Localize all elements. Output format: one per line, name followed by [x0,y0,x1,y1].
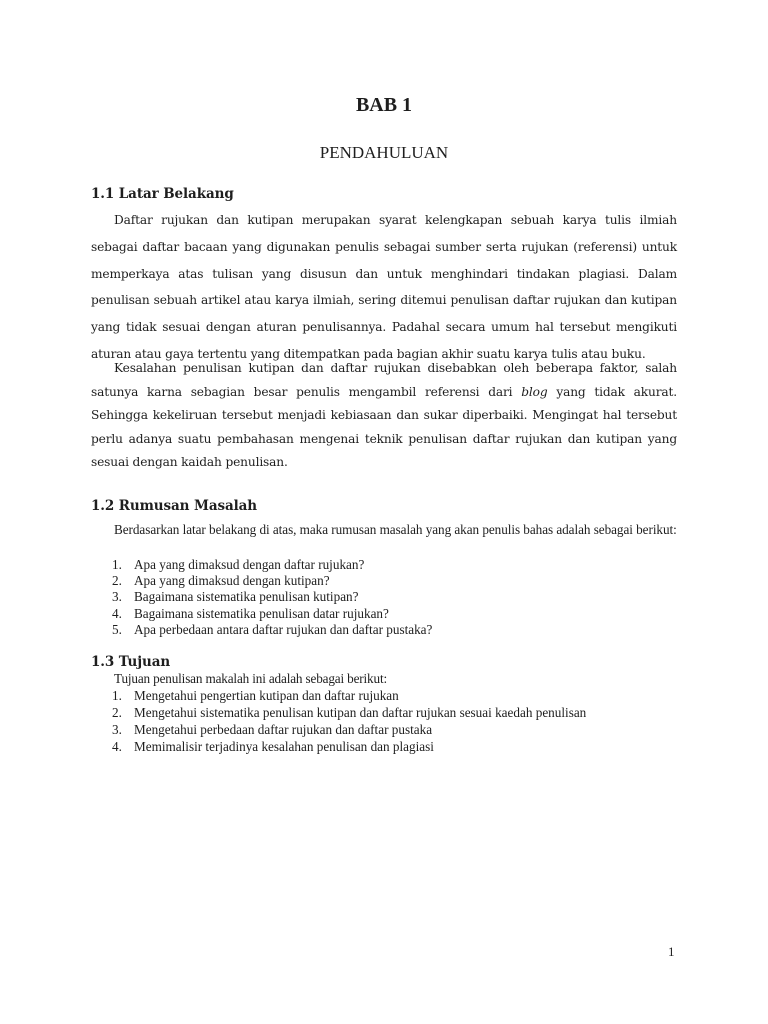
paragraph-text-part: Kesalahan penulisan kutipan dan daftar rujukan disebabkan oleh beberapa faktor, salah satunya karna sebagian besar penulis mengambil referensi dari [91,361,677,399]
list-item [112,704,586,721]
list-item [112,557,432,573]
list-number: 1. [112,557,122,572]
paragraph-tujuan-intro: Tujuan penulisan makalah ini adalah sebagai berikut: [114,671,387,686]
list-text: Apa perbedaan antara daftar rujukan dan daftar pustaka? [134,621,433,637]
list-item [112,687,586,704]
list-text: Apa yang dimaksud dengan kutipan? [134,573,330,589]
list-number: 4. [112,605,122,621]
rumusan-masalah-list [112,557,432,638]
paragraph-latar-belakang-1: Daftar rujukan dan kutipan merupakan syarat kelengkapan sebuah karya tulis ilmiah sebagai daftar bacaan yang digunakan penulis sebagai sumber serta rujukan (referensi) untuk memperkaya atas tulisan yang disusun dan untuk menghindari tindakan plagiasi. Dalam penulisan sebuah artikel atau karya ilmiah, sering ditemui penulisan daftar rujukan dan kutipan yang tidak sesuai dengan aturan penulisannya. Padahal secara umum hal tersebut mengikuti aturan atau gaya tertentu yang ditempatkan pada bagian akhir suatu karya tulis atau buku. [91,213,677,361]
paragraph-rumusan-intro: Berdasarkan latar belakang di atas, maka rumusan masalah yang akan penulis bahas adalah sebagai berikut: [114,522,677,537]
list-number: 4. [112,739,122,754]
page-number: 1 [668,944,675,959]
list-item [112,589,432,605]
list-text: Bagaimana sistematika penulisan kutipan? [134,589,359,605]
chapter-title: BAB 1 [355,94,413,116]
list-text: Apa yang dimaksud dengan daftar rujukan? [134,557,365,572]
list-item [112,622,432,638]
list-text: Mengetahui sistematika penulisan kutipan dan daftar rujukan sesuai kaedah penulisan [134,705,587,720]
list-item [112,738,586,755]
list-number: 2. [112,573,122,589]
section-heading-tujuan: 1.3 Tujuan [91,654,171,670]
list-text: Mengetahui pengertian kutipan dan daftar rujukan [134,688,399,703]
list-text: Mengetahui perbedaan daftar rujukan dan daftar pustaka [134,722,433,737]
list-number: 1. [112,688,122,703]
list-number: 2. [112,705,122,720]
tujuan-list [112,687,586,755]
section-heading-latar-belakang: 1.1 Latar Belakang [91,186,234,202]
chapter-subtitle: PENDAHULUAN [319,143,449,162]
list-text: Bagaimana sistematika penulisan datar rujukan? [134,605,389,621]
list-number: 3. [112,722,122,737]
section-heading-rumusan-masalah: 1.2 Rumusan Masalah [91,498,258,514]
list-item [112,573,432,589]
list-number: 3. [112,589,122,605]
list-text: Memimalisir terjadinya kesalahan penulisan dan plagiasi [134,739,434,754]
paragraph-text-part: yang tidak akurat. Sehingga kekeliruan tersebut menjadi kebiasaan dan sukar diperbaiki. Mengingat hal tersebut perlu adanya suatu pembahasan mengenai teknik penulisan daftar rujukan dan kutipan yang sesuai dengan kaidah penulisan. [91,384,678,470]
list-item [112,606,432,622]
italic-blog-word: blog [521,384,548,399]
list-item [112,721,586,738]
paragraph-latar-belakang-2 [91,357,677,475]
list-number: 5. [112,621,122,637]
